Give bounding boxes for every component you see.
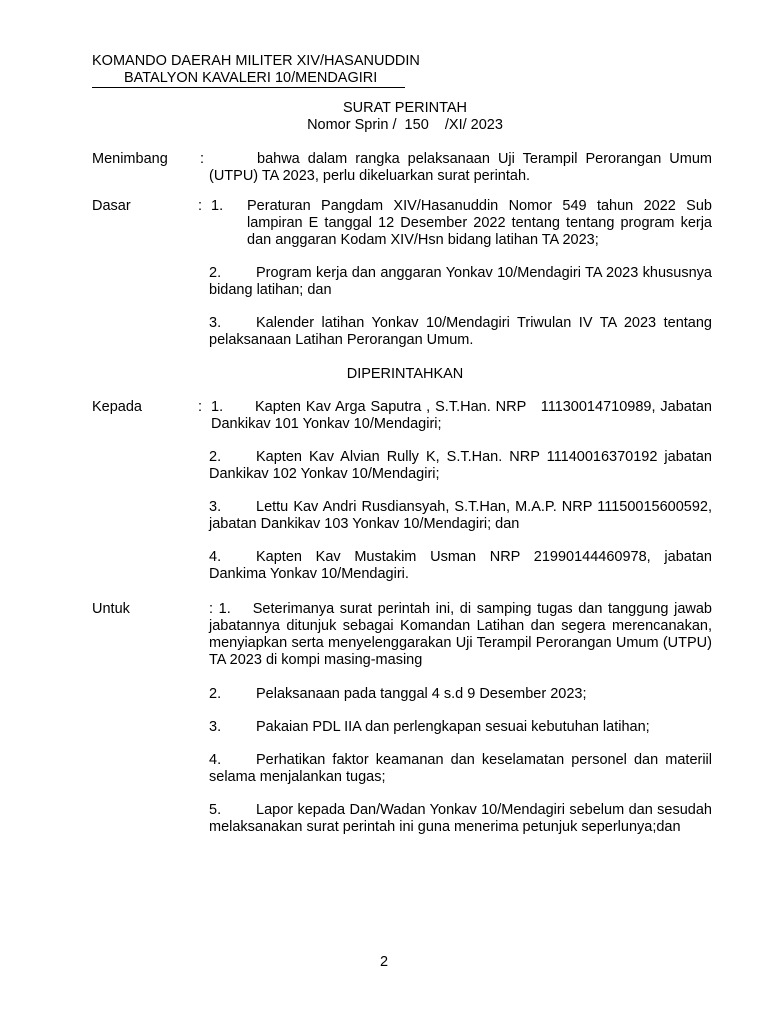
kepada-item-1-number: 1. bbox=[211, 399, 224, 415]
kepada-item-3-text: Lettu Kav Andri Rusdiansyah, S.T.Han, M.A.P. NRP 11150015600592, jabatan Dankikav 103 Yonkav 10/Mendagiri; dan bbox=[209, 499, 712, 532]
untuk-colon: : bbox=[209, 601, 214, 617]
kepada-item-3 bbox=[209, 499, 712, 533]
untuk-item-2 bbox=[209, 686, 712, 703]
untuk-item-4 bbox=[209, 752, 712, 786]
kepada-item-1 bbox=[211, 399, 717, 433]
kepada-item-4 bbox=[209, 549, 712, 583]
document-number: Nomor Sprin / 150 /XI/ 2023 bbox=[307, 117, 503, 133]
untuk-item-5-text: Lapor kepada Dan/Wadan Yonkav 10/Mendagiri sebelum dan sesudah melaksanakan surat perintah ini guna menerima petunjuk seperlunya;dan bbox=[209, 802, 712, 835]
dasar-item-3-number: 3. bbox=[209, 315, 222, 331]
untuk-item-4-number: 4. bbox=[209, 752, 222, 768]
dasar-label: Dasar bbox=[92, 198, 131, 214]
dasar-colon: : bbox=[198, 198, 203, 214]
document-title: SURAT PERINTAH bbox=[342, 100, 468, 116]
kepada-colon: : bbox=[198, 399, 203, 415]
untuk-item-1-text: Seterimanya surat perintah ini, di samping tugas dan tanggung jawab jabatannya ditunjuk sebagai Komandan Latihan dan segera merencanakan, menyiapkan serta menyelenggarakan Uji Terampil Perorangan Umum (UTPU) TA 2023 di kompi masing-masing bbox=[209, 601, 712, 668]
letterhead-line-2: BATALYON KAVALERI 10/MENDAGIRI bbox=[92, 70, 405, 88]
kepada-item-2 bbox=[209, 449, 712, 483]
dasar-item-3-text: Kalender latihan Yonkav 10/Mendagiri Triwulan IV TA 2023 tentang pelaksanaan Latihan Perorangan Umum. bbox=[209, 315, 712, 348]
kepada-item-1-text: Kapten Kav Arga Saputra , S.T.Han. NRP 11130014710989, Jabatan Dankikav 101 Yonkav 10/Mendagiri; bbox=[211, 399, 717, 432]
untuk-item-2-text: Pelaksanaan pada tanggal 4 s.d 9 Desember 2023; bbox=[256, 686, 587, 702]
untuk-label: Untuk bbox=[92, 601, 130, 617]
kepada-item-2-number: 2. bbox=[209, 449, 222, 465]
untuk-item-3-text: Pakaian PDL IIA dan perlengkapan sesuai kebutuhan latihan; bbox=[256, 719, 650, 735]
kepada-item-4-text: Kapten Kav Mustakim Usman NRP 21990144460978, jabatan Dankima Yonkav 10/Mendagiri. bbox=[209, 549, 712, 582]
kepada-item-2-text: Kapten Kav Alvian Rully K, S.T.Han. NRP 11140016370192 jabatan Dankikav 102 Yonkav 10/Mendagiri; bbox=[209, 449, 712, 482]
menimbang-text: bahwa dalam rangka pelaksanaan Uji Terampil Perorangan Umum (UTPU) TA 2023, perlu dikeluarkan surat perintah. bbox=[209, 151, 712, 184]
untuk-item-3 bbox=[209, 719, 712, 736]
kepada-label: Kepada bbox=[92, 399, 142, 415]
dasar-item-2-text: Program kerja dan anggaran Yonkav 10/Mendagiri TA 2023 khususnya bidang latihan; dan bbox=[209, 265, 712, 298]
dasar-item-2-number: 2. bbox=[209, 265, 222, 281]
untuk-item-4-text: Perhatikan faktor keamanan dan keselamatan personel dan materiil selama menjalankan tugas; bbox=[209, 752, 712, 785]
kepada-item-4-number: 4. bbox=[209, 549, 222, 565]
dasar-item-1-text: Peraturan Pangdam XIV/Hasanuddin Nomor 549 tahun 2022 Sub lampiran E tanggal 12 Desember 2022 tentang tentang program kerja dan anggaran Kodam XIV/Hsn bidang latihan TA 2023; bbox=[247, 198, 712, 248]
diperintahkan-heading: DIPERINTAHKAN bbox=[346, 366, 464, 382]
dasar-item-3 bbox=[209, 315, 712, 349]
menimbang-label: Menimbang bbox=[92, 151, 168, 167]
untuk-item-2-number: 2. bbox=[209, 686, 222, 702]
menimbang-colon: : bbox=[200, 151, 205, 167]
untuk-item-3-number: 3. bbox=[209, 719, 222, 735]
dasar-item-2 bbox=[209, 265, 712, 299]
dasar-item-1 bbox=[211, 198, 712, 249]
page-number: 2 bbox=[379, 954, 389, 970]
letterhead-line-1: KOMANDO DAERAH MILITER XIV/HASANUDDIN bbox=[92, 53, 420, 69]
untuk-item-1 bbox=[209, 601, 712, 669]
untuk-item-5-number: 5. bbox=[209, 802, 222, 818]
kepada-item-3-number: 3. bbox=[209, 499, 222, 515]
letterhead bbox=[92, 53, 420, 88]
dasar-item-1-number: 1. bbox=[211, 198, 224, 214]
untuk-item-1-number: 1. bbox=[218, 601, 231, 617]
untuk-item-5 bbox=[209, 802, 712, 836]
